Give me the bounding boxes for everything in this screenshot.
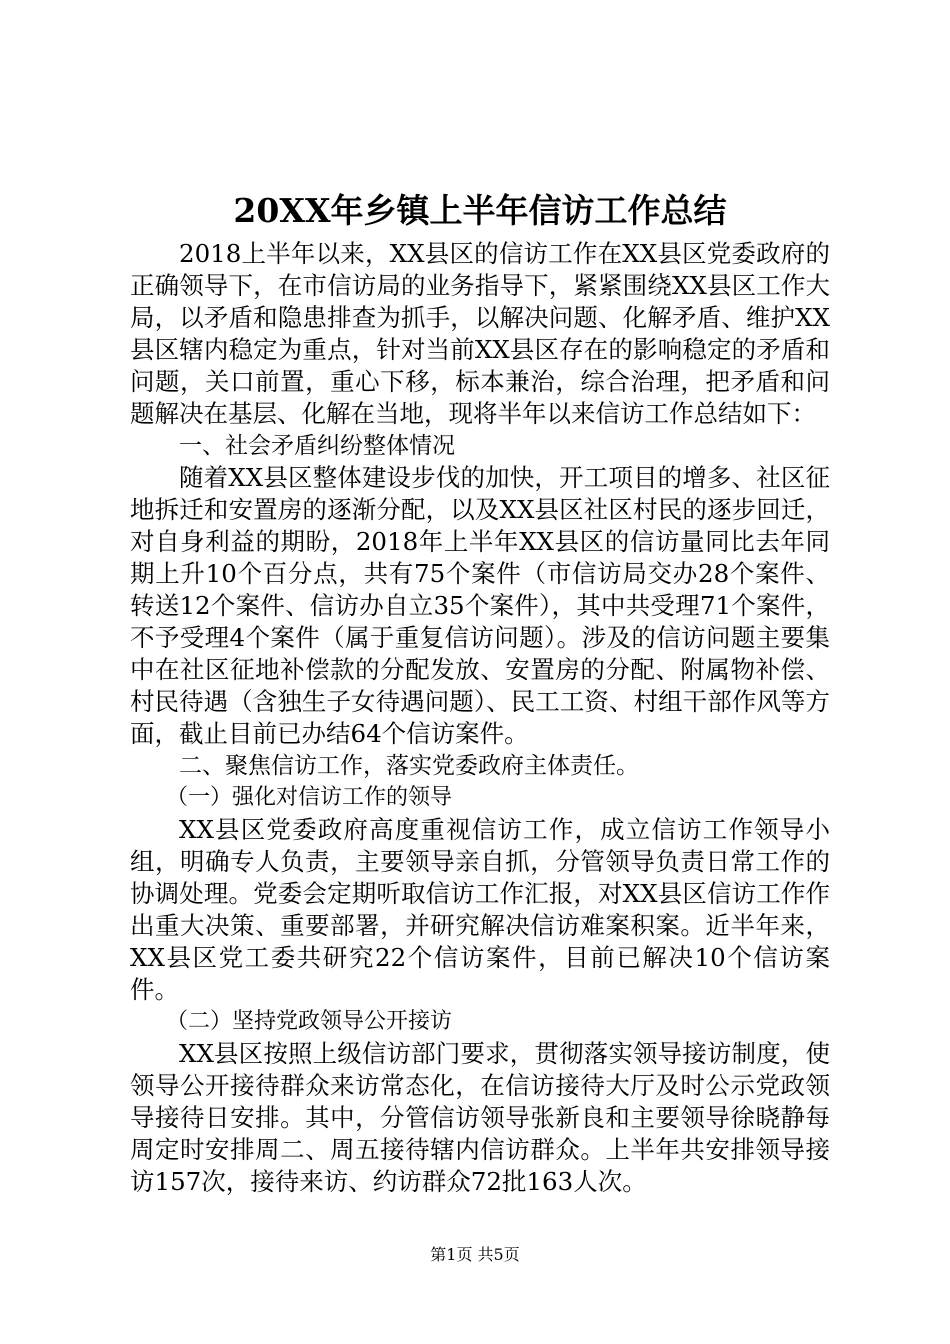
section-1-paragraph: 随着XX县区整体建设步伐的加快，开工项目的增多、社区征地拆迁和安置房的逐渐分配，以及XX县区社区村民的逐步回迁，对自身利益的期盼，2018年上半年XX县区的信访量同比去年同期上升10个百分点，共有75个案件（市信访局交办28个案件、转送12个案件、信访办自立35个案件），其中共受理71个案件，不予受理4个案件（属于重复信访问题）。涉及的信访问题主要集中在社区征地补偿款的分配发放、安置房的分配、附属物补偿、村民待遇（含独生子女待遇问题）、民工工资、村组干部作风等方面，截止目前已办结64个信访案件。 bbox=[130, 463, 830, 748]
section-1-heading: 一、社会矛盾纠纷整体情况 bbox=[179, 433, 455, 459]
document-page bbox=[130, 186, 830, 1198]
intro-paragraph: 2018上半年以来，XX县区的信访工作在XX县区党委政府的正确领导下，在市信访局的业务指导下，紧紧围绕XX县区工作大局，以矛盾和隐患排查为抓手，以解决问题、化解矛盾、维护XX县区辖内稳定为重点，针对当前XX县区存在的影响稳定的矛盾和问题，关口前置，重心下移，标本兼治，综合治理，把矛盾和问题解决在基层、化解在当地，现将半年以来信访工作总结如下： bbox=[130, 239, 830, 428]
subsection-2-heading: （二）坚持党政领导公开接访 bbox=[166, 1009, 453, 1034]
subsection-1-heading: （一）强化对信访工作的领导 bbox=[166, 785, 453, 810]
page-footer bbox=[0, 1245, 950, 1265]
section-2-heading: 二、聚焦信访工作，落实党委政府主体责任。 bbox=[179, 753, 639, 779]
page-indicator: 第1页 共5页 bbox=[430, 1245, 520, 1264]
document-title: 20XX年乡镇上半年信访工作总结 bbox=[233, 191, 727, 230]
subsection-1-paragraph: XX县区党委政府高度重视信访工作，成立信访工作领导小组，明确专人负责，主要领导亲自抓，分管领导负责日常工作的协调处理。党委会定期听取信访工作汇报，对XX县区信访工作作出重大决策、重要部署，并研究解决信访难案积案。近半年来，XX县区党工委共研究22个信访案件，目前已解决10个信访案件。 bbox=[130, 815, 830, 1004]
subsection-2-paragraph: XX县区按照上级信访部门要求，贯彻落实领导接访制度，使领导公开接待群众来访常态化，在信访接待大厅及时公示党政领导接待日安排。其中，分管信访领导张新良和主要领导徐晓静每周定时安排周二、周五接待辖内信访群众。上半年共安排领导接访157次，接待来访、约访群众72批163人次。 bbox=[130, 1039, 830, 1196]
